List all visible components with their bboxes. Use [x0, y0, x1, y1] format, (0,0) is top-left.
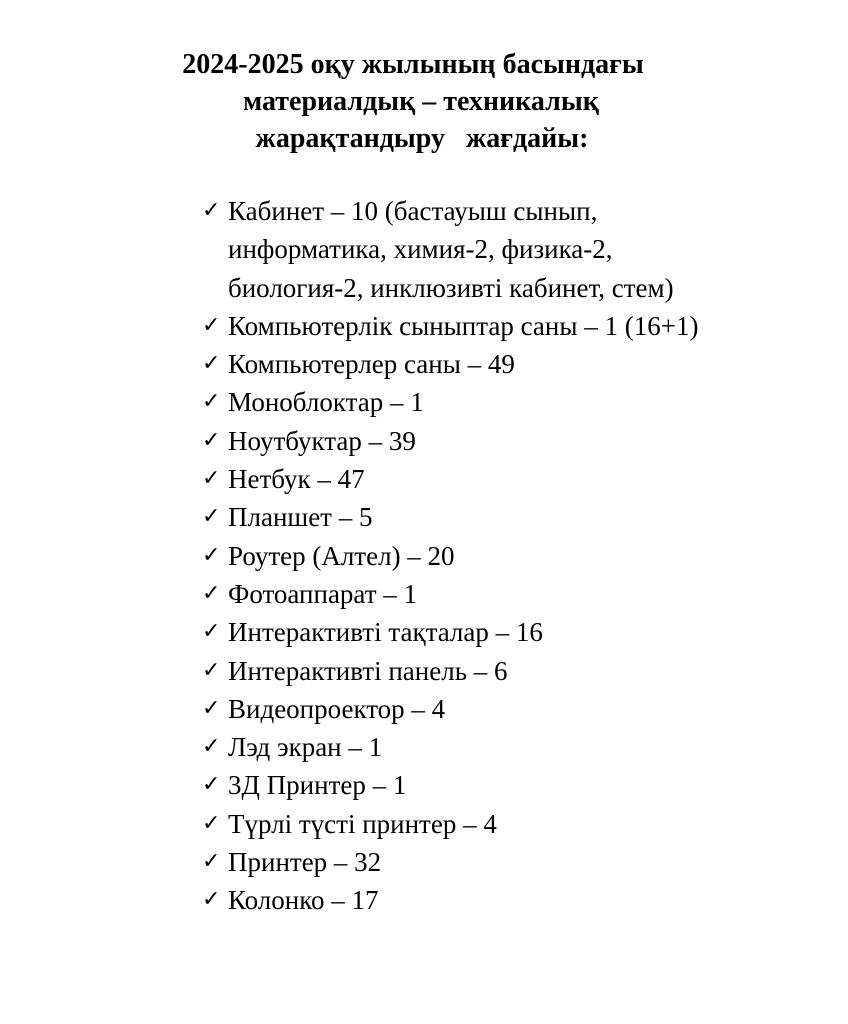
check-mark-icon: ✓ [202, 810, 221, 836]
check-mark-icon: ✓ [202, 351, 221, 377]
list-item [200, 345, 840, 383]
list-item [200, 192, 840, 307]
list-item-text: Принтер – 32 [228, 847, 382, 878]
list-item-text: Нетбук – 47 [228, 464, 365, 495]
list-item-text: Моноблоктар – 1 [228, 387, 424, 418]
list-item-text: 3Д Принтер – 1 [228, 770, 407, 801]
check-mark-icon: ✓ [202, 887, 221, 913]
list-item-text: Планшет – 5 [228, 502, 373, 533]
list-item-text: Роутер (Алтел) – 20 [228, 540, 455, 571]
list-item [200, 766, 840, 804]
check-mark-icon: ✓ [202, 198, 221, 223]
list-item [200, 652, 840, 690]
list-item-text: Кабинет – 10 (бастауыш сынып, информатика, химия-2, физика-2, биология-2, инклюзивті кабинет, стем) [228, 196, 674, 303]
document-title [0, 46, 848, 157]
check-mark-icon: ✓ [202, 657, 221, 683]
check-mark-icon: ✓ [202, 849, 221, 875]
check-mark-icon: ✓ [202, 695, 221, 721]
list-item [200, 383, 840, 421]
check-mark-icon: ✓ [202, 542, 221, 568]
list-item [200, 690, 840, 728]
list-item-text: Компьютерлер саны – 49 [228, 349, 515, 380]
list-item [200, 460, 840, 498]
list-item [200, 307, 840, 345]
title-line: 2024-2025 оқу жылының басындағы [182, 49, 644, 80]
list-item-text: Колонко – 17 [228, 885, 379, 916]
check-mark-icon: ✓ [202, 772, 221, 798]
list-item-text: Компьютерлік сыныптар саны – 1 (16+1) [228, 310, 699, 341]
list-item [200, 881, 840, 919]
check-mark-icon: ✓ [202, 389, 221, 415]
check-mark-icon: ✓ [202, 466, 221, 492]
check-mark-icon: ✓ [202, 734, 221, 760]
check-mark-icon: ✓ [202, 312, 221, 338]
check-mark-icon: ✓ [202, 504, 221, 530]
list-item-text: Интерактивті панель – 6 [228, 655, 508, 686]
list-item-text: Фотоаппарат – 1 [228, 578, 418, 609]
list-item [200, 498, 840, 536]
list-item [200, 843, 840, 881]
list-item-text: Лэд экран – 1 [228, 732, 383, 763]
list-item [200, 613, 840, 651]
equipment-list [200, 192, 840, 920]
list-item [200, 805, 840, 843]
list-item [200, 728, 840, 766]
check-mark-icon: ✓ [202, 619, 221, 645]
list-item [200, 422, 840, 460]
list-item-text: Интерактивті тақталар – 16 [228, 617, 543, 648]
list-item-text: Түрлі түсті принтер – 4 [228, 808, 497, 839]
list-item-text: Ноутбуктар – 39 [228, 425, 416, 456]
title-line: жарақтандыру жағдайы: [255, 123, 589, 154]
check-mark-icon: ✓ [202, 580, 221, 606]
list-item-text: Видеопроектор – 4 [228, 693, 446, 724]
list-item [200, 537, 840, 575]
title-line: материалдық – техникалық [243, 86, 599, 117]
check-mark-icon: ✓ [202, 427, 221, 453]
list-item [200, 575, 840, 613]
